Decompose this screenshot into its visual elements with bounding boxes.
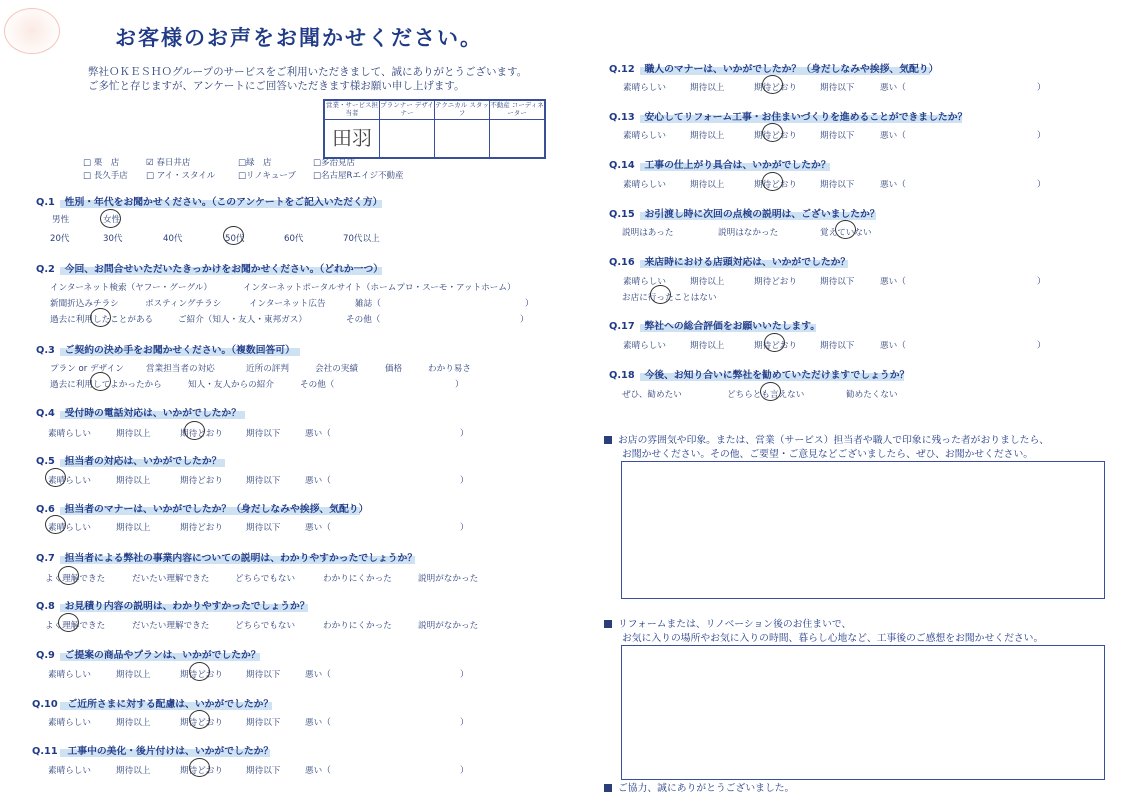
option[interactable]: 悪い（: [880, 341, 906, 351]
question-label: Q.5 担当者の対応は、いかがでしたか？: [36, 456, 222, 467]
option[interactable]: 素晴らしい: [48, 766, 91, 776]
option[interactable]: 期待以上: [116, 670, 151, 680]
intro-line-2: ご多忙と存じますが、アンケートにご回答いただきます様お願い申し上げます。: [88, 80, 465, 92]
option[interactable]: 悪い（: [305, 429, 331, 439]
store-option[interactable]: □名古屋Rエイジ不動産: [313, 171, 404, 181]
option[interactable]: 素晴らしい: [48, 718, 91, 728]
option[interactable]: 期待どおり: [180, 718, 223, 728]
option[interactable]: 女性: [103, 215, 121, 225]
staff-header-planner: プランナー デザイナー: [380, 101, 435, 120]
option[interactable]: だいたい理解できた: [132, 574, 210, 584]
option[interactable]: よく理解できた: [45, 574, 106, 584]
option: ）: [460, 429, 469, 439]
option[interactable]: 40代: [163, 234, 183, 244]
option: ）: [525, 299, 534, 309]
question-label: Q.16 来店時における店頭対応は、いかがでしたか？: [609, 257, 851, 268]
answer-circle: [90, 308, 111, 327]
answer-circle: [760, 382, 781, 401]
option[interactable]: 20代: [50, 234, 70, 244]
option: ）: [455, 380, 464, 390]
option[interactable]: インターネットポータルサイト（ホームプロ・スーモ・アットホーム）: [243, 283, 516, 293]
option[interactable]: 勧めたくない: [846, 390, 898, 400]
option[interactable]: わかりにくかった: [323, 621, 392, 631]
staff-header-realestate: 不動産 コーディネーター: [490, 101, 544, 120]
store-option-checked[interactable]: ☑ 春日井店: [146, 158, 191, 168]
option[interactable]: よく理解できた: [45, 621, 106, 631]
option[interactable]: 期待どおり: [754, 277, 797, 287]
option: ）: [460, 523, 469, 533]
square-bullet-icon: [604, 784, 612, 792]
option[interactable]: 素晴らしい: [48, 429, 91, 439]
option[interactable]: 期待どおり: [754, 131, 797, 141]
question-label: Q.14 工事の仕上がり具合は、いかがでしたか？: [609, 160, 831, 171]
option[interactable]: わかりにくかった: [323, 574, 392, 584]
option[interactable]: 過去に利用したことがある: [50, 315, 154, 325]
staff-cell-technical: [435, 119, 490, 157]
option[interactable]: 期待以下: [246, 476, 281, 486]
option[interactable]: 悪い（: [305, 718, 331, 728]
option: ）: [1037, 131, 1046, 141]
option[interactable]: 素晴らしい: [48, 523, 91, 533]
staff-table: [323, 99, 546, 159]
answer-circle: [762, 75, 783, 94]
option[interactable]: その他（: [346, 315, 381, 325]
option[interactable]: 覚えていない: [820, 228, 872, 238]
answer-circle: [58, 613, 79, 632]
option[interactable]: 期待以下: [246, 523, 281, 533]
square-bullet-icon: [604, 436, 612, 444]
comment-prompt-2: リフォームまたは、リノベーション後のお住まいで、: [604, 616, 851, 630]
comment-box-2[interactable]: [621, 645, 1105, 780]
option: ）: [1037, 180, 1046, 190]
question-label: Q.12 職人のマナーは、いかがでしたか？（身だしなみや挨拶、気配り）: [609, 64, 939, 75]
option[interactable]: 期待どおり: [754, 341, 797, 351]
option[interactable]: 期待以上: [690, 180, 725, 190]
option[interactable]: 素晴らしい: [48, 670, 91, 680]
option[interactable]: 素晴らしい: [623, 341, 666, 351]
option[interactable]: 悪い（: [880, 131, 906, 141]
option[interactable]: 期待どおり: [180, 429, 223, 439]
answer-circle: [189, 662, 210, 681]
square-bullet-icon: [604, 620, 612, 628]
option[interactable]: 期待以上: [116, 476, 151, 486]
option[interactable]: どちらとも言えない: [727, 390, 805, 400]
option: ）: [1037, 341, 1046, 351]
option[interactable]: 期待以上: [690, 341, 725, 351]
option[interactable]: 悪い（: [305, 523, 331, 533]
option[interactable]: 素晴らしい: [623, 83, 666, 93]
option[interactable]: 50代: [225, 234, 245, 244]
option[interactable]: どちらでもない: [235, 574, 296, 584]
option[interactable]: 期待どおり: [180, 476, 223, 486]
option[interactable]: 悪い（: [880, 277, 906, 287]
option[interactable]: 期待以上: [690, 83, 725, 93]
comment-box-1[interactable]: [621, 461, 1105, 599]
option[interactable]: 過去に利用してよかったから: [50, 380, 162, 390]
answer-circle: [835, 220, 856, 239]
seal-stamp: [4, 8, 60, 54]
question-label: Q.9 ご提案の商品やプランは、いかがでしたか？: [36, 650, 261, 661]
question-label: Q.13 安心してリフォーム工事・お住まいづくりを進めることができましたか？: [609, 112, 968, 123]
answer-circle: [58, 566, 79, 585]
answer-circle: [762, 172, 783, 191]
option[interactable]: 知人・友人からの紹介: [188, 380, 274, 390]
store-option[interactable]: □緑 店: [238, 158, 272, 168]
staff-header-sales: 営業・サービス担当者: [325, 101, 380, 120]
option[interactable]: 営業担当者の対応: [146, 364, 215, 374]
option[interactable]: 期待以下: [246, 670, 281, 680]
answer-circle: [650, 285, 671, 304]
option: ）: [520, 315, 529, 325]
question-label: Q.3 ご契約の決め手をお聞かせください。（複数回答可）: [36, 345, 295, 356]
question-label: Q.8 お見積り内容の説明は、わかりやすかったでしょうか？: [36, 601, 310, 612]
staff-cell-realestate: [490, 119, 544, 157]
option[interactable]: 説明がなかった: [418, 574, 479, 584]
option[interactable]: 期待以下: [820, 277, 855, 287]
question-label: Q.11 工事中の美化・後片付けは、いかがでしたか？: [32, 746, 274, 757]
option[interactable]: 新聞折込みチラシ: [50, 299, 119, 309]
option[interactable]: 期待以下: [820, 83, 855, 93]
store-option[interactable]: □ アイ・スタイル: [146, 171, 216, 181]
answer-circle: [45, 468, 66, 487]
answer-circle: [764, 333, 785, 352]
staff-header-technical: テクニカル スタッフ: [435, 101, 490, 120]
comment-prompt-2b: お気に入りの場所やお気に入りの時間、暮らし心地など、工事後のご感想をお聞かせください。: [622, 633, 1044, 644]
option[interactable]: 説明がなかった: [418, 621, 479, 631]
answer-circle: [100, 209, 121, 228]
option[interactable]: プラン or デザイン: [50, 364, 124, 374]
option[interactable]: 男性: [52, 215, 70, 225]
option[interactable]: 素晴らしい: [48, 476, 91, 486]
option[interactable]: 会社の実績: [315, 364, 358, 374]
question-label: Q.10 ご近所さまに対する配慮は、いかがでしたか？: [32, 699, 274, 710]
option[interactable]: どちらでもない: [235, 621, 296, 631]
option[interactable]: その他（: [300, 380, 335, 390]
store-option[interactable]: □多治見店: [313, 158, 356, 168]
option[interactable]: 期待以上: [690, 131, 725, 141]
option: ）: [1037, 277, 1046, 287]
store-option[interactable]: □ 栗 店: [83, 158, 120, 168]
staff-name: 田羽: [325, 119, 380, 157]
option[interactable]: 悪い（: [305, 766, 331, 776]
option[interactable]: 期待以下: [246, 766, 281, 776]
answer-circle: [189, 710, 210, 729]
option[interactable]: 期待以下: [820, 131, 855, 141]
option[interactable]: インターネット広告: [249, 299, 326, 309]
option[interactable]: 期待どおり: [180, 523, 223, 533]
option[interactable]: 期待以下: [820, 341, 855, 351]
option: ）: [460, 670, 469, 680]
store-option[interactable]: □リノキューブ: [238, 171, 296, 181]
option[interactable]: 期待どおり: [754, 180, 797, 190]
option[interactable]: わかり易さ: [428, 364, 471, 374]
option[interactable]: ぜひ、勧めたい: [622, 390, 682, 400]
option[interactable]: 悪い（: [305, 670, 331, 680]
option[interactable]: 悪い（: [880, 83, 906, 93]
answer-circle: [90, 372, 111, 391]
question-label: Q.7 担当者による弊社の事業内容についての説明は、わかりやすかったでしょうか？: [36, 553, 418, 564]
option[interactable]: 価格: [385, 364, 403, 374]
option[interactable]: 期待どおり: [180, 670, 223, 680]
thanks-note: ご協力、誠にありがとうございました。: [604, 780, 794, 794]
answer-circle: [762, 123, 783, 142]
question-label: Q.18 今後、お知り合いに弊社を勧めていただけますでしょうか？: [609, 370, 910, 381]
answer-circle: [223, 226, 244, 245]
option[interactable]: 説明はあった: [622, 228, 674, 238]
answer-circle: [45, 515, 66, 534]
page-title: お客様のお声をお聞かせください。: [115, 26, 483, 50]
option: ）: [460, 476, 469, 486]
option[interactable]: 期待以上: [690, 277, 725, 287]
option[interactable]: 期待以下: [246, 429, 281, 439]
option: ）: [460, 766, 469, 776]
option[interactable]: お店に行ったことはない: [622, 293, 717, 303]
option[interactable]: 素晴らしい: [623, 277, 666, 287]
option[interactable]: 期待以上: [116, 429, 151, 439]
question-label: Q.1 性別・年代をお聞かせください。（このアンケートをご記入いただく方）: [36, 197, 383, 208]
option[interactable]: 近所の評判: [246, 364, 289, 374]
question-label: Q.6 担当者のマナーは、いかがでしたか？（身だしなみや挨拶、気配り）: [36, 504, 369, 515]
option[interactable]: だいたい理解できた: [132, 621, 210, 631]
comment-prompt-1: お店の雰囲気や印象。または、営業（サービス）担当者や職人で印象に残った者がおりましたら、: [604, 432, 1049, 446]
question-label: Q.17 弊社への総合評価をお願いいたします。: [609, 321, 821, 332]
option[interactable]: 期待以上: [116, 766, 151, 776]
option[interactable]: 悪い（: [880, 180, 906, 190]
option[interactable]: 70代以上: [343, 234, 380, 244]
question-label: Q.4 受付時の電話対応は、いかがでしたか？: [36, 408, 242, 419]
option[interactable]: 期待以下: [820, 180, 855, 190]
answer-circle: [184, 421, 205, 440]
option[interactable]: ご紹介（知人・友人・東邦ガス）: [178, 315, 307, 325]
staff-cell-planner: [380, 119, 435, 157]
option: ）: [1037, 83, 1046, 93]
option[interactable]: 説明はなかった: [718, 228, 779, 238]
option[interactable]: 素晴らしい: [623, 180, 666, 190]
question-label: Q.15 お引渡し時に次回の点検の説明は、ございましたか？: [609, 209, 880, 220]
option[interactable]: 期待以上: [116, 718, 151, 728]
intro-line-1: 弊社ＯＫＥＳＨＯグループのサービスをご利用いただきまして、誠にありがとうございます。: [88, 66, 528, 78]
option[interactable]: 30代: [103, 234, 123, 244]
option[interactable]: 悪い（: [305, 476, 331, 486]
option[interactable]: 60代: [284, 234, 304, 244]
comment-prompt-1b: お聞かせください。その他、ご要望・ご意見などございましたら、ぜひ、お聞かせください。: [622, 449, 1034, 460]
option[interactable]: 素晴らしい: [623, 131, 666, 141]
option[interactable]: ポスティングチラシ: [145, 299, 222, 309]
option[interactable]: インターネット検索（ヤフー・グーグル）: [50, 283, 212, 293]
option[interactable]: 期待どおり: [180, 766, 223, 776]
question-label: Q.2 今回、お問合せいただいたきっかけをお聞かせください。（どれか一つ）: [36, 264, 384, 275]
answer-circle: [189, 758, 210, 777]
option[interactable]: 期待以下: [246, 718, 281, 728]
option: ）: [460, 718, 469, 728]
store-option[interactable]: □ 長久手店: [83, 171, 128, 181]
option[interactable]: 雑誌（: [355, 299, 381, 309]
option[interactable]: 期待どおり: [754, 83, 797, 93]
option[interactable]: 期待以上: [116, 523, 151, 533]
